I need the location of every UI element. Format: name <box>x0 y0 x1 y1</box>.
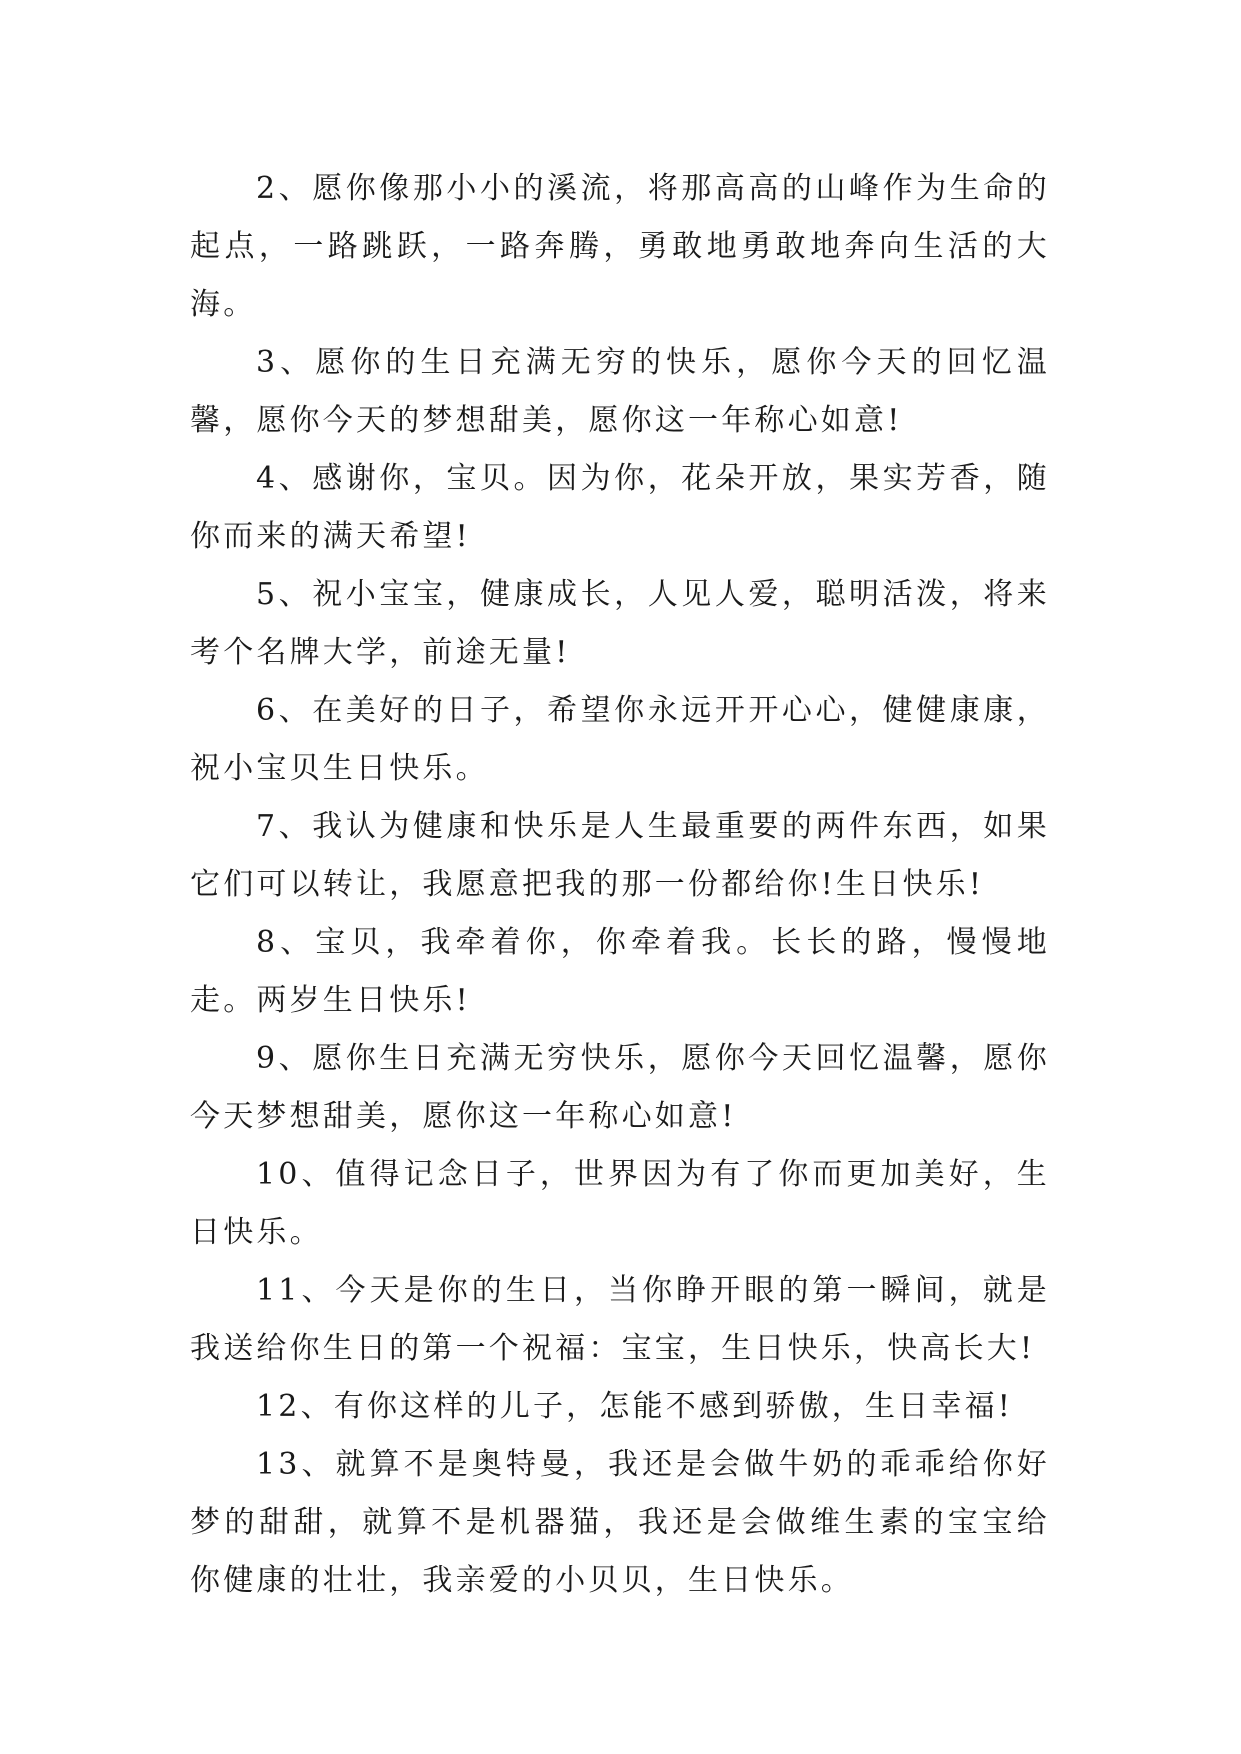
paragraph-11: 11、今天是你的生日，当你睁开眼的第一瞬间，就是我送给你生日的第一个祝福：宝宝，生日快乐，快高长大! <box>190 1273 1050 1366</box>
paragraph-13: 13、就算不是奥特曼，我还是会做牛奶的乖乖给你好梦的甜甜，就算不是机器猫，我还是会做维生素的宝宝给你健康的壮壮，我亲爱的小贝贝，生日快乐。 <box>190 1447 1050 1598</box>
paragraph-2: 2、愿你像那小小的溪流，将那高高的山峰作为生命的起点，一路跳跃，一路奔腾，勇敢地勇敢地奔向生活的大海。 <box>190 171 1050 322</box>
paragraph-7: 7、我认为健康和快乐是人生最重要的两件东西，如果它们可以转让，我愿意把我的那一份都给你!生日快乐! <box>190 809 1050 902</box>
paragraph-3: 3、愿你的生日充满无穷的快乐，愿你今天的回忆温馨，愿你今天的梦想甜美，愿你这一年称心如意! <box>190 345 1050 438</box>
paragraph-8: 8、宝贝，我牵着你，你牵着我。长长的路，慢慢地走。两岁生日快乐! <box>190 925 1050 1018</box>
document-body <box>190 160 1050 1610</box>
paragraph-9: 9、愿你生日充满无穷快乐，愿你今天回忆温馨，愿你今天梦想甜美，愿你这一年称心如意! <box>190 1041 1050 1134</box>
paragraph-4: 4、感谢你，宝贝。因为你，花朵开放，果实芳香，随你而来的满天希望! <box>190 461 1050 554</box>
paragraph-5: 5、祝小宝宝，健康成长，人见人爱，聪明活泼，将来考个名牌大学，前途无量! <box>190 577 1050 670</box>
paragraph-10: 10、值得记念日子，世界因为有了你而更加美好，生日快乐。 <box>190 1157 1050 1250</box>
paragraph-6: 6、在美好的日子，希望你永远开开心心，健健康康，祝小宝贝生日快乐。 <box>190 693 1050 786</box>
paragraph-12: 12、有你这样的儿子，怎能不感到骄傲，生日幸福! <box>256 1389 1014 1424</box>
